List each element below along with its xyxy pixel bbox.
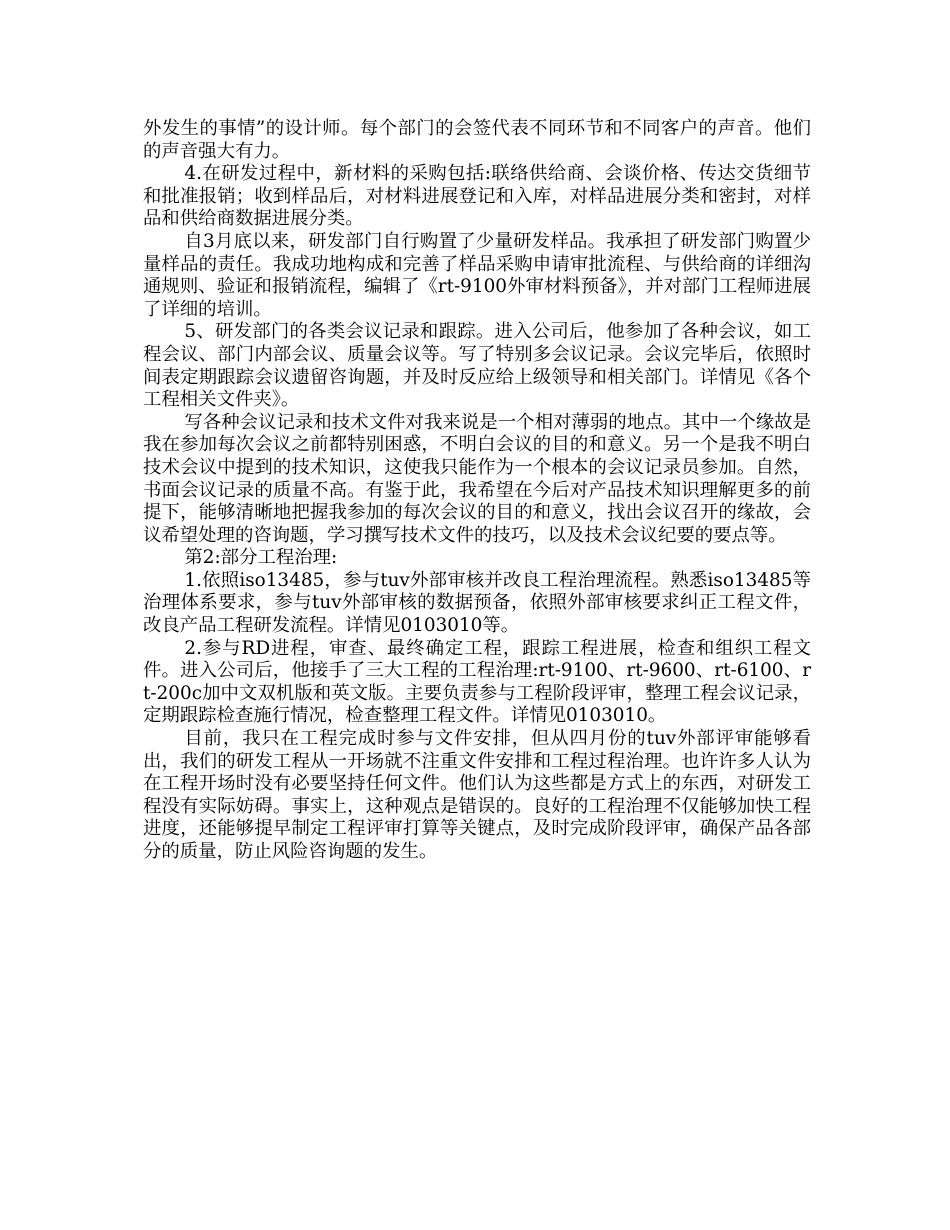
- paragraph: 4.在研发过程中，新材料的采购包括:联络供给商、会谈价格、传达交货细节和批准报销；收到样品后，对材料进展登记和入库，对样品进展分类和密封，对样品和供给商数据进展分类。: [143, 163, 811, 230]
- paragraph: 写各种会议记录和技术文件对我来说是一个相对薄弱的地点。其中一个缘故是我在参加每次会议之前都特别困惑，不明白会议的目的和意义。另一个是我不明白技术会议中提到的技术知识，这使我只能作为一个根本的会议记录员参加。自然，书面会议记录的质量不高。有鉴于此，我希望在今后对产品技术知识理解更多的前提下，能够清晰地把握我参加的每次会议的目的和意义，找出会议召开的缘故，会议希望处理的咨询题，学习撰写技术文件的技巧，以及技术会议纪要的要点等。: [143, 411, 811, 546]
- paragraph: 1.依照iso13485，参与tuv外部审核并改良工程治理流程。熟悉iso13485等治理体系要求，参与tuv外部审核的数据预备，依照外部审核要求纠正工程文件，改良产品工程研发流程。详情见0103010等。: [143, 569, 811, 637]
- section-heading: 第2:部分工程治理:: [184, 547, 338, 569]
- paragraph: 5、研发部门的各类会议记录和跟踪。进入公司后，他参加了各种会议，如工程会议、部门内部会议、质量会议等。写了特别多会议记录。会议完毕后，依照时间表定期跟踪会议遗留咨询题，并及时反应给上级领导和相关部门。详情见《各个工程相关文件夹》。: [143, 321, 811, 411]
- paragraph: 目前，我只在工程完成时参与文件安排，但从四月份的tuv外部评审能够看出，我们的研发工程从一开场就不注重文件安排和工程过程治理。也许许多人认为在工程开场时没有必要坚持任何文件。他们认为这些都是方式上的东西，对研发工程没有实际妨碍。事实上，这种观点是错误的。良好的工程治理不仅能够加快工程进度，还能够提早制定工程评审打算等关键点，及时完成阶段评审，确保产品各部分的质量，防止风险咨询题的发生。: [143, 728, 811, 862]
- paragraph: 2.参与RD进程，审查、最终确定工程，跟踪工程进展，检查和组织工程文件。进入公司后，他接手了三大工程的工程治理:rt-9100、rt-9600、rt-6100、rt-200c加中文双机版和英文版。主要负责参与工程阶段评审，整理工程会议记录，定期跟踪检查施行情况，检查整理工程文件。详情见0103010。: [143, 637, 811, 727]
- paragraph: 自3月底以来，研发部门自行购置了少量研发样品。我承担了研发部门购置少量样品的责任。我成功地构成和完善了样品采购申请审批流程、与供给商的详细沟通规则、验证和报销流程，编辑了《rt-9100外审材料预备》，并对部门工程师进展了详细的培训。: [143, 230, 811, 320]
- document-body: [143, 118, 811, 864]
- paragraph: 外发生的事情”的设计师。每个部门的会签代表不同环节和不同客户的声音。他们的声音强大有力。: [143, 118, 811, 162]
